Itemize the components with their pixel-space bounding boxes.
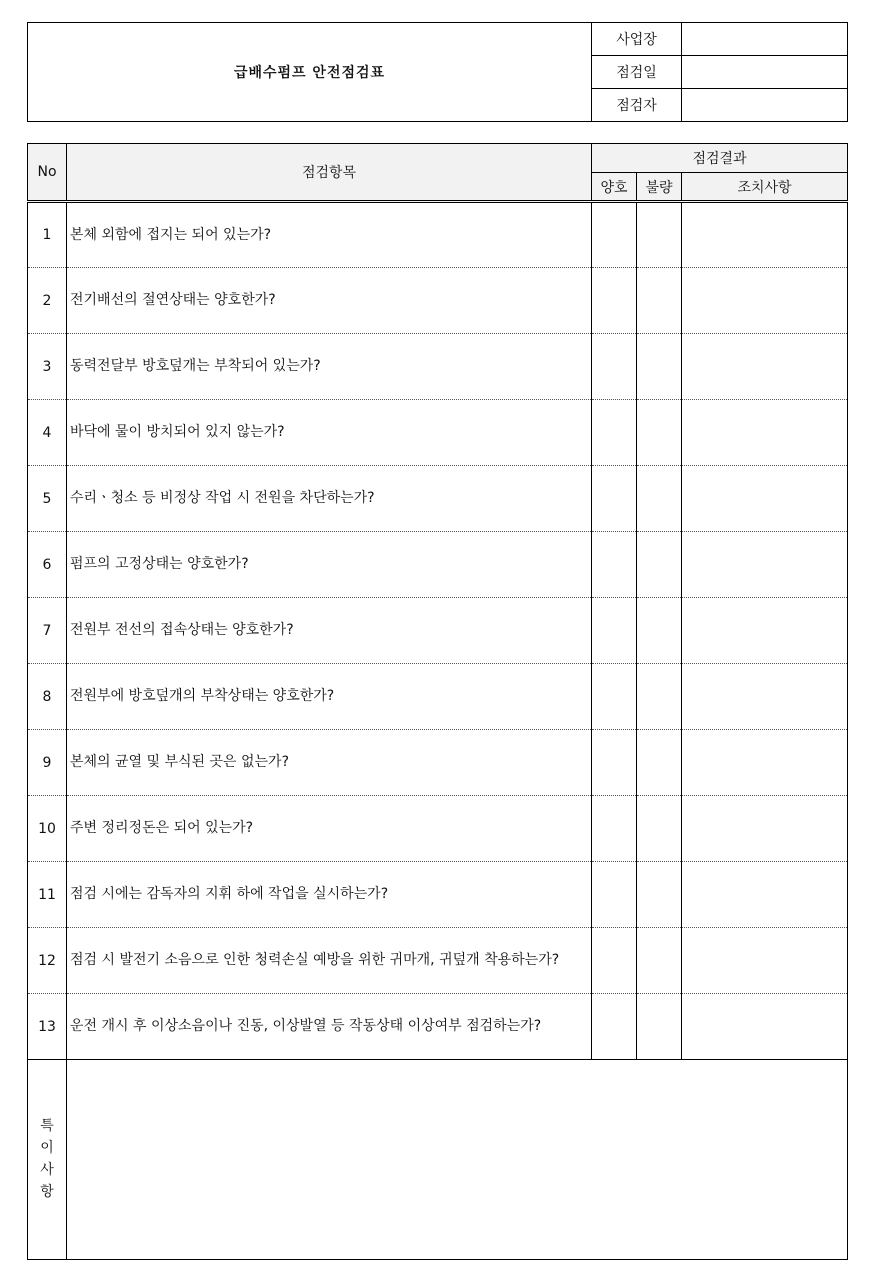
action-cell[interactable] [682,268,848,334]
good-cell[interactable] [592,532,637,598]
bad-cell[interactable] [637,862,682,928]
table-row [28,598,848,664]
good-cell[interactable] [592,664,637,730]
row-number: 11 [28,862,67,928]
action-cell[interactable] [682,466,848,532]
inspector-field[interactable] [682,89,848,122]
action-cell[interactable] [682,862,848,928]
bad-cell[interactable] [637,466,682,532]
row-item: 동력전달부 방호덮개는 부착되어 있는가? [67,334,592,400]
action-cell[interactable] [682,730,848,796]
action-cell[interactable] [682,994,848,1060]
good-cell[interactable] [592,928,637,994]
row-item: 전기배선의 절연상태는 양호한가? [67,268,592,334]
action-cell[interactable] [682,598,848,664]
row-item: 본체의 균열 및 부식된 곳은 없는가? [67,730,592,796]
remarks-label-char: 사 [40,1161,54,1178]
row-number: 7 [28,598,67,664]
bad-cell[interactable] [637,796,682,862]
action-cell[interactable] [682,334,848,400]
inspection-date-field[interactable] [682,56,848,89]
action-cell[interactable] [682,796,848,862]
table-row [28,730,848,796]
remarks-label-char: 특 [40,1117,54,1134]
good-cell[interactable] [592,466,637,532]
row-item: 수리ㆍ청소 등 비정상 작업 시 전원을 차단하는가? [67,466,592,532]
good-cell[interactable] [592,994,637,1060]
row-item: 전원부에 방호덮개의 부착상태는 양호한가? [67,664,592,730]
action-cell[interactable] [682,664,848,730]
good-cell[interactable] [592,202,637,268]
table-row [28,796,848,862]
action-cell[interactable] [682,532,848,598]
table-row [28,400,848,466]
bad-cell[interactable] [637,730,682,796]
row-number: 9 [28,730,67,796]
good-cell[interactable] [592,400,637,466]
col-item-header: 점검항목 [67,144,592,202]
remarks-label-char: 항 [40,1183,54,1200]
row-item: 본체 외함에 접지는 되어 있는가? [67,202,592,268]
table-row [28,532,848,598]
row-number: 3 [28,334,67,400]
row-number: 5 [28,466,67,532]
row-item: 주변 정리정돈은 되어 있는가? [67,796,592,862]
col-no-header: No [28,144,67,202]
col-good-header: 양호 [592,173,637,202]
row-number: 8 [28,664,67,730]
header-table [27,22,848,122]
col-bad-header: 불량 [637,173,682,202]
row-item: 펌프의 고정상태는 양호한가? [67,532,592,598]
table-row [28,466,848,532]
table-row [28,994,848,1060]
bad-cell[interactable] [637,268,682,334]
remarks-label-char: 이 [40,1139,54,1156]
row-item: 점검 시 발전기 소음으로 인한 청력손실 예방을 위한 귀마개, 귀덮개 착용하는가? [67,928,592,994]
good-cell[interactable] [592,268,637,334]
good-cell[interactable] [592,334,637,400]
table-row [28,202,848,268]
row-item: 바닥에 물이 방치되어 있지 않는가? [67,400,592,466]
table-row [28,664,848,730]
row-item: 운전 개시 후 이상소음이나 진동, 이상발열 등 작동상태 이상여부 점검하는가? [67,994,592,1060]
page-title: 급배수펌프 안전점검표 [28,23,592,122]
bad-cell[interactable] [637,928,682,994]
bad-cell[interactable] [637,994,682,1060]
col-action-header: 조치사항 [682,173,848,202]
bad-cell[interactable] [637,532,682,598]
row-number: 6 [28,532,67,598]
table-row [28,928,848,994]
site-field[interactable] [682,23,848,56]
row-number: 4 [28,400,67,466]
good-cell[interactable] [592,862,637,928]
table-row [28,862,848,928]
row-number: 1 [28,202,67,268]
action-cell[interactable] [682,400,848,466]
inspector-label: 점검자 [592,89,682,122]
remarks-table [27,1059,848,1260]
bad-cell[interactable] [637,400,682,466]
table-row [28,334,848,400]
good-cell[interactable] [592,730,637,796]
table-row [28,268,848,334]
remarks-label [28,1059,67,1259]
checklist-table [27,143,848,1060]
row-number: 2 [28,268,67,334]
good-cell[interactable] [592,598,637,664]
row-item: 점검 시에는 감독자의 지휘 하에 작업을 실시하는가? [67,862,592,928]
bad-cell[interactable] [637,202,682,268]
action-cell[interactable] [682,202,848,268]
row-number: 12 [28,928,67,994]
row-number: 13 [28,994,67,1060]
bad-cell[interactable] [637,334,682,400]
col-result-header: 점검결과 [592,144,848,173]
inspection-date-label: 점검일 [592,56,682,89]
row-number: 10 [28,796,67,862]
good-cell[interactable] [592,796,637,862]
remarks-field[interactable] [67,1059,848,1259]
bad-cell[interactable] [637,664,682,730]
row-item: 전원부 전선의 접속상태는 양호한가? [67,598,592,664]
site-label: 사업장 [592,23,682,56]
action-cell[interactable] [682,928,848,994]
bad-cell[interactable] [637,598,682,664]
